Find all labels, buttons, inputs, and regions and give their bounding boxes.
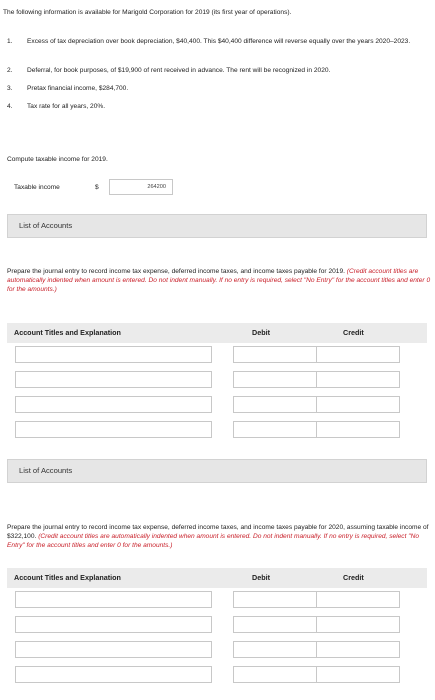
credit-column-header: Credit bbox=[343, 573, 364, 582]
table-row bbox=[7, 640, 427, 662]
item-number: 4. bbox=[7, 103, 13, 110]
credit-input[interactable] bbox=[316, 421, 400, 438]
list-of-accounts-button[interactable] bbox=[7, 214, 427, 238]
account-title-input[interactable] bbox=[15, 396, 212, 413]
part3-instruction: (Credit account titles are automatically indented when amount is entered. Do not indent manually. If no entry is required, select "No Entry" for the account titles and enter 0 for the amounts.) bbox=[7, 533, 420, 549]
account-column-header: Account Titles and Explanation bbox=[14, 573, 121, 582]
item-text: Tax rate for all years, 20%. bbox=[27, 103, 106, 110]
debit-column-header: Debit bbox=[252, 328, 270, 337]
part1-prompt: Compute taxable income for 2019. bbox=[7, 156, 108, 163]
account-title-input[interactable] bbox=[15, 641, 212, 658]
account-title-input[interactable] bbox=[15, 346, 212, 363]
item-text: Pretax financial income, $284,700. bbox=[27, 85, 129, 92]
journal-table-header bbox=[7, 323, 427, 343]
list-item bbox=[7, 37, 432, 57]
table-row bbox=[7, 345, 427, 367]
table-row bbox=[7, 590, 427, 612]
account-column-header: Account Titles and Explanation bbox=[14, 328, 121, 337]
debit-input[interactable] bbox=[233, 371, 317, 388]
table-row bbox=[7, 395, 427, 417]
list-of-accounts-label: List of Accounts bbox=[19, 466, 73, 475]
account-title-input[interactable] bbox=[15, 616, 212, 633]
debit-input[interactable] bbox=[233, 346, 317, 363]
credit-input[interactable] bbox=[316, 666, 400, 683]
debit-input[interactable] bbox=[233, 641, 317, 658]
currency-symbol: $ bbox=[95, 184, 99, 191]
account-title-input[interactable] bbox=[15, 421, 212, 438]
debit-column-header: Debit bbox=[252, 573, 270, 582]
account-title-input[interactable] bbox=[15, 591, 212, 608]
credit-input[interactable] bbox=[316, 371, 400, 388]
credit-input[interactable] bbox=[316, 641, 400, 658]
part2-question: Prepare the journal entry to record income tax expense, deferred income taxes, and income taxes payable for 2019. bbox=[7, 268, 345, 275]
table-row bbox=[7, 420, 427, 442]
table-row bbox=[7, 615, 427, 637]
intro-text: The following information is available for Marigold Corporation for 2019 (its first year of operations). bbox=[3, 9, 292, 16]
credit-input[interactable] bbox=[316, 616, 400, 633]
debit-input[interactable] bbox=[233, 591, 317, 608]
debit-input[interactable] bbox=[233, 421, 317, 438]
item-number: 3. bbox=[7, 85, 13, 92]
table-row bbox=[7, 370, 427, 392]
list-of-accounts-button[interactable] bbox=[7, 459, 427, 483]
part3-prompt bbox=[7, 523, 433, 550]
taxable-income-value: 264200 bbox=[147, 184, 166, 190]
credit-input[interactable] bbox=[316, 346, 400, 363]
debit-input[interactable] bbox=[233, 666, 317, 683]
part3-question: Prepare the journal entry to record income tax expense, deferred income taxes, and income taxes payable for 2020, assuming taxable income of $322,100. bbox=[7, 524, 429, 540]
item-text: Deferral, for book purposes, of $19,900 of rent received in advance. The rent will be recognized in 2020. bbox=[27, 67, 331, 74]
table-row bbox=[7, 665, 427, 687]
debit-input[interactable] bbox=[233, 616, 317, 633]
account-title-input[interactable] bbox=[15, 371, 212, 388]
journal-table-header bbox=[7, 568, 427, 588]
taxable-income-input[interactable] bbox=[109, 179, 173, 195]
item-number: 1. bbox=[7, 38, 13, 45]
part2-instruction: (Credit account titles are automatically indented when amount is entered. Do not indent manually. If no entry is required, select "No Entry" for the account titles and enter 0 for the amounts.) bbox=[7, 268, 431, 293]
credit-input[interactable] bbox=[316, 396, 400, 413]
part2-prompt bbox=[7, 267, 433, 294]
credit-input[interactable] bbox=[316, 591, 400, 608]
credit-column-header: Credit bbox=[343, 328, 364, 337]
item-number: 2. bbox=[7, 67, 13, 74]
account-title-input[interactable] bbox=[15, 666, 212, 683]
taxable-income-label: Taxable income bbox=[14, 184, 60, 191]
item-text: Excess of tax depreciation over book depreciation, $40,400. This $40,400 difference will reverse equally over the years 2020–2023. bbox=[27, 38, 411, 45]
list-of-accounts-label: List of Accounts bbox=[19, 221, 73, 230]
debit-input[interactable] bbox=[233, 396, 317, 413]
